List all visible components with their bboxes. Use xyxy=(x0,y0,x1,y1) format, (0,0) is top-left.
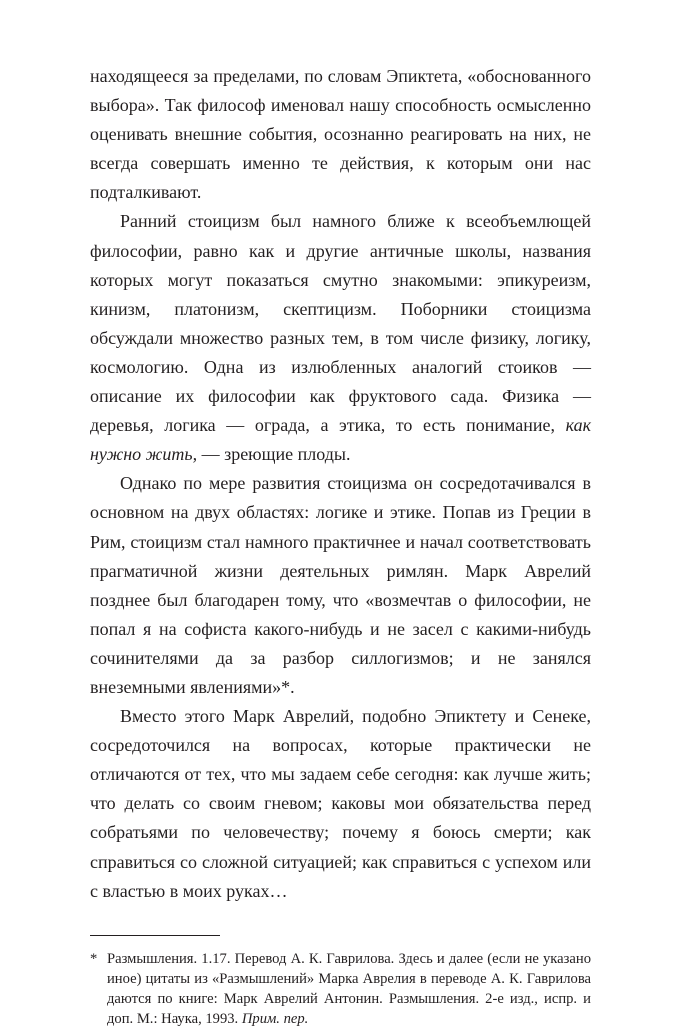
paragraph-3-text: Однако по мере развития стоицизма он сосредотачивался в основном на двух областях: логике и этике. Попав из Греции в Рим, стоицизм стал намного практичнее и начал соответствовать прагматичной жизни деятельных римлян. Марк Аврелий позднее был благодарен тому, что «возмечтав о философии, не попал я на софиста какого-нибудь и не засел с какими-нибудь сочинителями да за разбор силлогизмов; и не занялся внеземными явлениями»*. xyxy=(90,473,591,697)
paragraph-2-emphasis: как нужно жить, xyxy=(90,415,591,465)
footnote-text: Размышления. 1.17. Перевод А. К. Гаврилова. Здесь и далее (если не указано иное) цитаты из «Размышлений» Марка Аврелия в переводе А. К. Гаврилова даются по книге: Марк Аврелий Антонин. Размышления. 2-е изд., испр. и доп. М.: Наука, 1993. xyxy=(107,950,591,1027)
paragraph-3 xyxy=(90,469,591,702)
paragraph-2 xyxy=(90,207,591,469)
footnote-mark: * xyxy=(90,950,98,967)
paragraph-1-text: находящееся за пределами, по словам Эпиктета, «обоснованного выбора». Так философ именовал нашу способность осмысленно оценивать внешние события, осознанно реагировать на них, не всегда совершать именно те действия, к которым они нас подталкивают. xyxy=(90,66,591,203)
paragraph-4 xyxy=(90,702,591,906)
paragraph-2-text: Ранний стоицизм был намного ближе к всеобъемлющей философии, равно как и другие античные школы, названия которых могут показаться смутно знакомыми: эпикуреизм, кинизм, платонизм, скептицизм. Поборники стоицизма обсуждали множество разных тем, в том числе физику, логику, космологию. Одна из излюбленных аналогий стоиков — описание их философии как фруктового сада. Физика — деревья, логика — ограда, а этика, то есть понимание, xyxy=(90,211,591,436)
footnote-divider xyxy=(90,935,220,936)
book-page xyxy=(90,62,591,1029)
footnote-translator-note: Прим. пер. xyxy=(241,1010,309,1027)
footnote xyxy=(90,949,591,1029)
paragraph-2-text-end: — зреющие плоды. xyxy=(197,444,351,465)
paragraph-4-text: Вместо этого Марк Аврелий, подобно Эпиктету и Сенеке, сосредоточился на вопросах, которые практически не отличаются от тех, что мы задаем себе сегодня: как лучше жить; что делать со своим гневом; каковы мои обязательства перед собратьями по человечеству; почему я боюсь смерти; как справиться со сложной ситуацией; как справиться с успехом или с властью в моих руках… xyxy=(90,706,591,901)
paragraph-1 xyxy=(90,62,591,207)
